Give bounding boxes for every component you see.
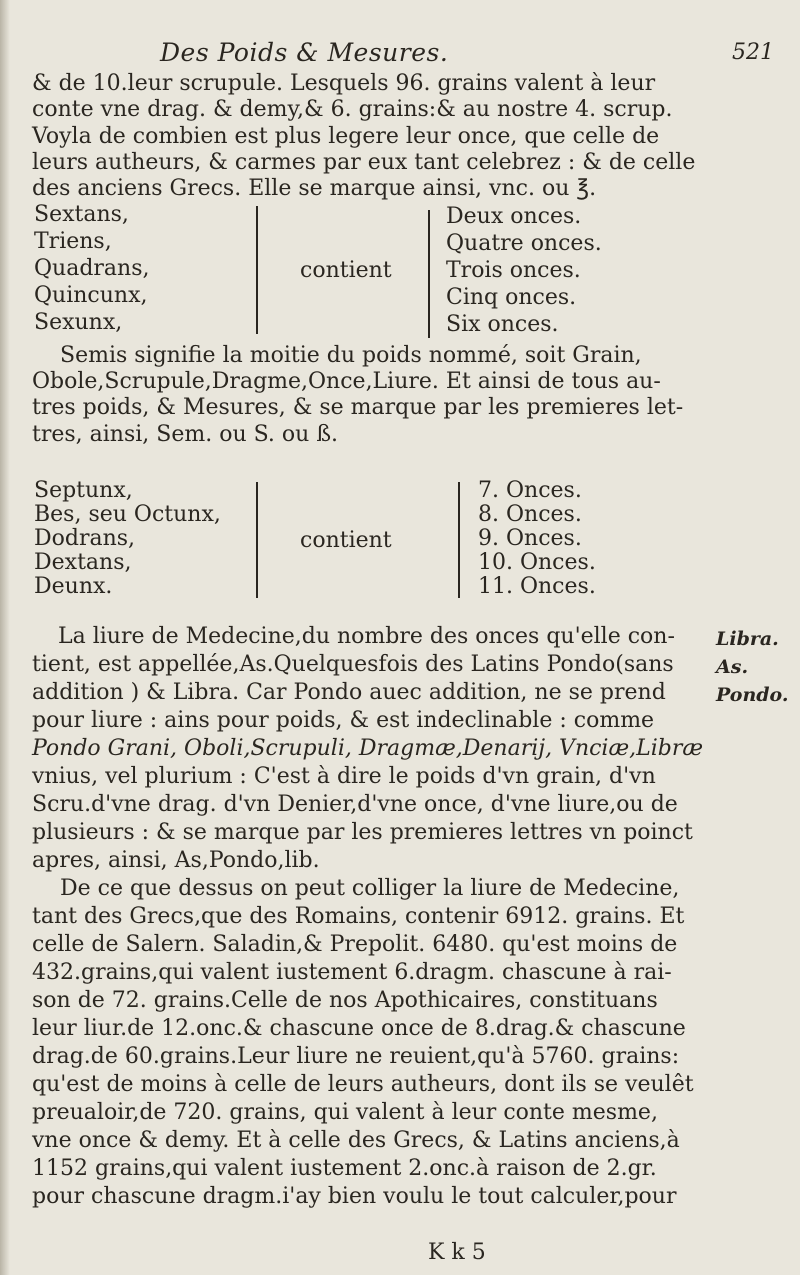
table2-left-term: Bes, seu Octunx, bbox=[34, 502, 221, 527]
signature-mark: K k 5 bbox=[428, 1240, 486, 1265]
table1-left-term: Sextans, bbox=[34, 202, 129, 227]
text-line: plusieurs : & se marque par les premieres lettres vn poinct bbox=[32, 820, 693, 845]
text-line: apres, ainsi, As,Pondo,lib. bbox=[32, 848, 320, 873]
table1-right-value: Cinq onces. bbox=[446, 285, 577, 310]
text-line: addition ) & Libra. Car Pondo auec addition, ne se prend bbox=[32, 680, 666, 705]
table2-left-term: Dodrans, bbox=[34, 526, 136, 551]
table2-left-term: Dextans, bbox=[34, 550, 132, 575]
table1-right-column bbox=[446, 206, 602, 341]
text-line: leur liur.de 12.onc.& chascune once de 8.drag.& chascune bbox=[32, 1016, 686, 1041]
margin-note: As. bbox=[716, 656, 749, 678]
text-line: vne once & demy. Et à celle des Grecs, & Latins anciens,à bbox=[32, 1128, 680, 1153]
text-line: De ce que dessus on peut colliger la liure de Medecine, bbox=[60, 876, 680, 901]
text-line: conte vne drag. & demy,& 6. grains:& au nostre 4. scrup. bbox=[32, 97, 673, 122]
table2-right-value: 7. Onces. bbox=[478, 478, 582, 503]
margin-note: Pondo. bbox=[716, 684, 789, 706]
text-line: des anciens Grecs. Elle se marque ainsi, vnc. ou ℥. bbox=[32, 176, 597, 201]
table1-left-column bbox=[34, 204, 150, 339]
table2-left-term: Deunx. bbox=[34, 574, 113, 599]
table2-right-value: 11. Onces. bbox=[478, 574, 596, 599]
table2-right-value: 9. Onces. bbox=[478, 526, 582, 551]
text-line: pour liure : ains pour poids, & est indeclinable : comme bbox=[32, 708, 655, 733]
margin-note: Libra. bbox=[716, 628, 779, 650]
text-line: 432.grains,qui valent iustement 6.dragm. chascune à rai- bbox=[32, 960, 672, 985]
table1-left-term: Quincunx, bbox=[34, 283, 148, 308]
table1-right-value: Quatre onces. bbox=[446, 231, 602, 256]
table2-right-value: 10. Onces. bbox=[478, 550, 596, 575]
text-line: celle de Salern. Saladin,& Prepolit. 6480. qu'est moins de bbox=[32, 932, 678, 957]
text-line: preualoir,de 720. grains, qui valent à leur conte mesme, bbox=[32, 1100, 658, 1125]
table2-right-value: 8. Onces. bbox=[478, 502, 582, 527]
running-title: Des Poids & Mesures. bbox=[160, 38, 449, 67]
table2-right-column bbox=[478, 480, 596, 600]
table1-verb: contient bbox=[300, 258, 392, 283]
table1-left-term: Sexunx, bbox=[34, 310, 123, 335]
right-brace bbox=[428, 210, 440, 338]
table2-left-term: Septunx, bbox=[34, 478, 133, 503]
text-line: & de 10.leur scrupule. Lesquels 96. grains valent à leur bbox=[32, 71, 656, 96]
table1-right-value: Trois onces. bbox=[446, 258, 581, 283]
text-line: tres poids, & Mesures, & se marque par les premieres let- bbox=[32, 395, 684, 420]
page-number: 521 bbox=[732, 40, 774, 65]
table1-right-value: Six onces. bbox=[446, 312, 559, 337]
text-line: Obole,Scrupule,Dragme,Once,Liure. Et ainsi de tous au- bbox=[32, 369, 661, 394]
text-line: tant des Grecs,que des Romains, contenir 6912. grains. Et bbox=[32, 904, 685, 929]
left-brace bbox=[246, 482, 258, 598]
text-line: tient, est appellée,As.Quelquesfois des Latins Pondo(sans bbox=[32, 652, 674, 677]
table1-left-term: Triens, bbox=[34, 229, 112, 254]
page-binding-shadow bbox=[0, 0, 10, 1275]
text-line: son de 72. grains.Celle de nos Apothicaires, constituans bbox=[32, 988, 658, 1013]
text-line: Scru.d'vne drag. d'vn Denier,d'vne once, d'vne liure,ou de bbox=[32, 792, 678, 817]
table1-left-term: Quadrans, bbox=[34, 256, 150, 281]
text-line: La liure de Medecine,du nombre des onces qu'elle con- bbox=[58, 624, 675, 649]
table2-verb: contient bbox=[300, 528, 392, 553]
text-line: leurs autheurs, & carmes par eux tant celebrez : & de celle bbox=[32, 150, 696, 175]
text-line: Pondo Grani, Oboli,Scrupuli, Dragmæ,Denarij, Vnciæ,Libræ bbox=[32, 736, 704, 761]
table2-left-column bbox=[34, 480, 221, 600]
text-line: drag.de 60.grains.Leur liure ne reuient,qu'à 5760. grains: bbox=[32, 1044, 680, 1069]
left-brace bbox=[246, 206, 258, 334]
table1-right-value: Deux onces. bbox=[446, 204, 582, 229]
right-brace bbox=[458, 482, 470, 598]
text-line: qu'est de moins à celle de leurs autheurs, dont ils se veulêt bbox=[32, 1072, 694, 1097]
text-line: vnius, vel plurium : C'est à dire le poids d'vn grain, d'vn bbox=[32, 764, 656, 789]
text-line: Voyla de combien est plus legere leur once, que celle de bbox=[32, 124, 660, 149]
text-line: tres, ainsi, Sem. ou S. ou ß. bbox=[32, 422, 339, 447]
text-line: Semis signifie la moitie du poids nommé, soit Grain, bbox=[60, 343, 642, 368]
text-line: 1152 grains,qui valent iustement 2.onc.à raison de 2.gr. bbox=[32, 1156, 657, 1181]
text-line: pour chascune dragm.i'ay bien voulu le tout calculer,pour bbox=[32, 1184, 677, 1209]
